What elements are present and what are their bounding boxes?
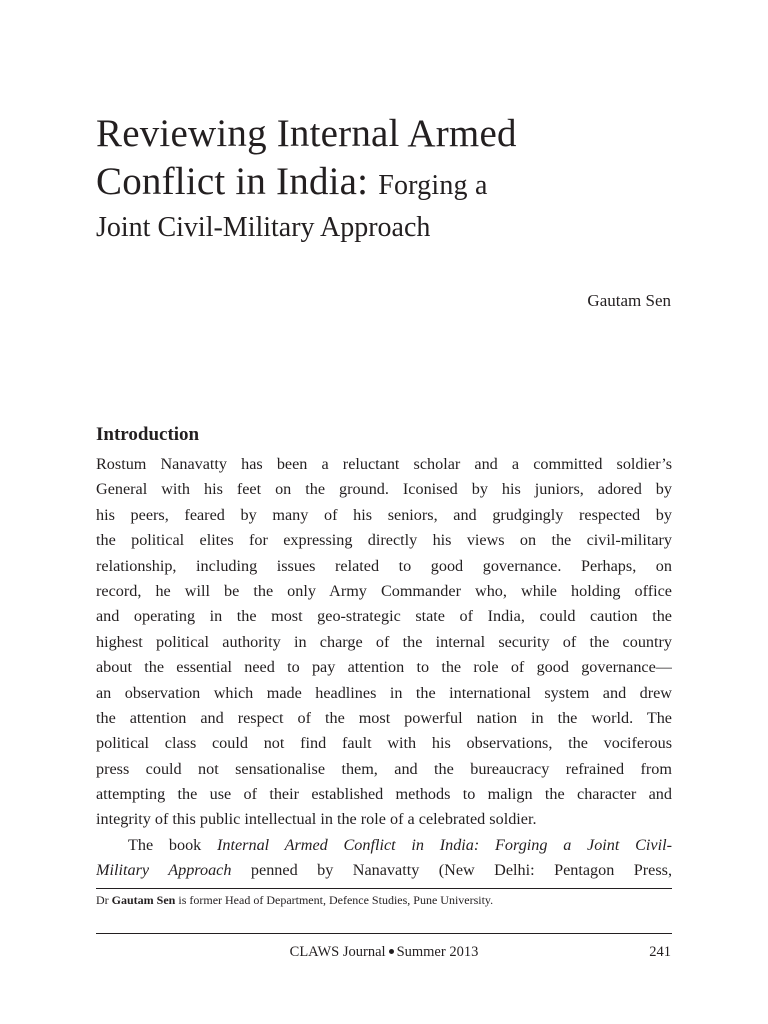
body-line	[96, 858, 672, 883]
section-heading: Introduction	[96, 424, 200, 445]
body-line: political class could not find fault with his observations, the vociferous	[96, 734, 672, 753]
footnote-divider	[96, 888, 672, 889]
journal-issue: Summer 2013	[396, 944, 479, 960]
title-line-2-main: Conflict in India:	[96, 160, 369, 203]
body-line: the political elites for expressing directly his views on the civil-military	[96, 531, 672, 550]
bullet-icon	[389, 949, 394, 954]
body-line: press could not sensationalise them, and the bureaucracy refrained from	[96, 759, 672, 778]
body-text-plain: The book	[128, 835, 218, 854]
book-title-italic: Military Approach	[96, 861, 232, 880]
body-line: and operating in the most geo-strategic state of India, could caution the	[96, 607, 672, 626]
footer-divider	[96, 933, 672, 934]
subtitle-part-1: Forging a	[378, 170, 488, 201]
body-line: an observation which made headlines in the international system and drew	[96, 683, 672, 702]
body-line: integrity of this public intellectual in the role of a celebrated soldier.	[96, 810, 537, 829]
body-line: relationship, including issues related to good governance. Perhaps, on	[96, 556, 672, 575]
body-line: General with his feet on the ground. Iconised by his juniors, adored by	[96, 480, 672, 499]
title-line-1: Reviewing Internal Armed	[96, 112, 517, 155]
body-line: Rostum Nanavatty has been a reluctant scholar and a committed soldier’s	[96, 455, 672, 473]
body-line: about the essential need to pay attention to the role of good governance—	[96, 658, 672, 677]
author-name: Gautam Sen	[587, 291, 671, 310]
footnote-prefix: Dr	[96, 893, 112, 907]
body-text-plain: penned by Nanavatty (New Delhi: Pentagon Press,	[231, 861, 672, 880]
body-line: his peers, feared by many of his seniors, and grudgingly respected by	[96, 505, 672, 524]
book-title-italic: Internal Armed Conflict in India: Forging a Joint Civil-	[217, 835, 672, 854]
subtitle-line: Joint Civil-Military Approach	[96, 212, 431, 243]
body-line: highest political authority in charge of the internal security of the country	[96, 632, 672, 651]
footnote	[96, 893, 493, 908]
journal-name: CLAWS Journal	[289, 944, 386, 960]
page-number: 241	[649, 944, 671, 960]
body-line: the attention and respect of the most powerful nation in the world. The	[96, 708, 672, 727]
body-line: attempting the use of their established methods to malign the character and	[96, 785, 672, 804]
body-line: record, he will be the only Army Commander who, while holding office	[96, 581, 672, 600]
article-title	[96, 110, 676, 246]
footnote-author-name: Gautam Sen	[111, 893, 176, 907]
body-line	[96, 833, 672, 858]
title-line-2	[96, 158, 676, 210]
footnote-text: is former Head of Department, Defence Studies, Pune University.	[175, 893, 494, 907]
body-text	[96, 452, 672, 884]
